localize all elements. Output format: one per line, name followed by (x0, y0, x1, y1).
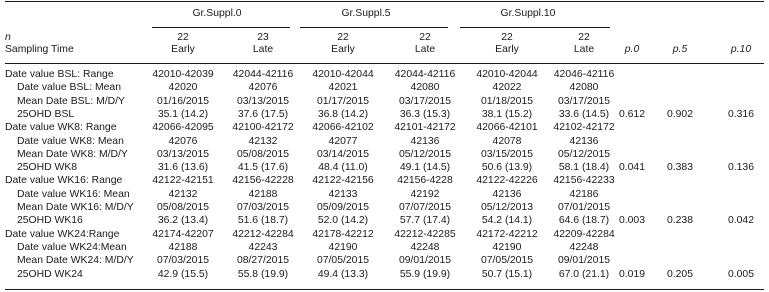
table-cell: 55.9 (19.9) (399, 269, 451, 280)
table-cell: 36.2 (13.4) (157, 215, 209, 226)
n-label: n (5, 32, 11, 43)
table-cell: 42186 (569, 189, 599, 200)
table-cell: 42174-42207 (152, 229, 214, 240)
table-cell: 42156-4228 (397, 175, 453, 186)
group-rule-suppl-10 (460, 27, 610, 28)
table-cell: 42136 (492, 189, 522, 200)
row-label: Date value WK8: Range (5, 122, 117, 133)
table-cell: 42066-42102 (312, 122, 374, 133)
table-cell: 42010-42044 (476, 69, 538, 80)
table-cell: 42248 (410, 242, 440, 253)
table-cell: 42066-42095 (152, 122, 214, 133)
p-value-5: 0.902 (666, 109, 694, 120)
table-cell: 42076 (248, 82, 278, 93)
table-cell: 01/17/2015 (316, 96, 370, 107)
group-rule-suppl-5 (300, 27, 448, 28)
table-cell: 54.2 (14.1) (481, 215, 533, 226)
table-cell: 42101-42172 (394, 122, 456, 133)
table-cell: 01/18/2015 (480, 96, 534, 107)
p-value-10: 0.042 (727, 215, 755, 226)
table-cell: 42248 (569, 242, 599, 253)
col-5-time: Late (573, 44, 595, 55)
table-cell: 31.6 (13.6) (157, 162, 209, 173)
col-2-time: Early (331, 44, 355, 55)
table-cell: 42209-42284 (553, 229, 615, 240)
table-cell: 42020 (168, 82, 198, 93)
table-cell: 42212-42284 (232, 229, 294, 240)
col-3-time: Late (414, 44, 436, 55)
table-cell: 67.0 (21.1) (558, 269, 610, 280)
p-value-10: 0.005 (727, 269, 755, 280)
col-4-time: Early (495, 44, 519, 55)
table-cell: 52.0 (14.2) (317, 215, 369, 226)
table-cell: 05/12/2015 (557, 149, 611, 160)
table-cell: 42156-42228 (232, 175, 294, 186)
row-label: 25OHD WK8 (17, 162, 78, 173)
col-2-n: 22 (337, 32, 349, 43)
p-header-0: p.0 (624, 44, 640, 55)
table-cell: 42156-42233 (553, 175, 615, 186)
table-cell: 07/05/2015 (480, 255, 534, 266)
table-cell: 49.1 (14.5) (399, 162, 451, 173)
table-cell: 42190 (492, 242, 522, 253)
table-cell: 36.8 (14.2) (317, 109, 369, 120)
row-label: 25OHD WK16 (17, 215, 83, 226)
table-cell: 09/01/2015 (557, 255, 611, 266)
table-cell: 03/15/2015 (480, 149, 534, 160)
table-cell: 42078 (492, 136, 522, 147)
table-cell: 64.6 (18.7) (558, 215, 610, 226)
table-cell: 42044-42116 (232, 69, 294, 80)
table-cell: 57.7 (17.4) (399, 215, 451, 226)
table-cell: 42243 (248, 242, 278, 253)
row-label: Date value WK16: Range (5, 175, 123, 186)
table-cell: 58.1 (18.4) (558, 162, 610, 173)
table-cell: 42076 (168, 136, 198, 147)
table-cell: 50.7 (15.1) (481, 269, 533, 280)
table-cell: 07/05/2015 (316, 255, 370, 266)
table-cell: 33.6 (14.5) (558, 109, 610, 120)
table-cell: 05/12/2015 (398, 149, 452, 160)
table-cell: 42100-42172 (232, 122, 294, 133)
col-4-n: 22 (501, 32, 513, 43)
table-cell: 42080 (410, 82, 440, 93)
table-cell: 42190 (328, 242, 358, 253)
p-value-5: 0.205 (666, 269, 694, 280)
row-label: Mean Date BSL: M/D/Y (17, 96, 125, 107)
row-label: 25OHD BSL (17, 109, 75, 120)
table-cell: 42077 (328, 136, 358, 147)
table-cell: 42102-42172 (553, 122, 615, 133)
group-rule-suppl-0 (152, 27, 290, 28)
table-cell: 42010-42039 (152, 69, 214, 80)
col-5-n: 22 (578, 32, 590, 43)
row-label: Mean Date WK16: M/D/Y (17, 202, 134, 213)
table-cell: 07/01/2015 (557, 202, 611, 213)
table-cell: 42122-42151 (152, 175, 214, 186)
table-cell: 03/17/2015 (398, 96, 452, 107)
top-rule (5, 1, 764, 2)
p-value-10: 0.316 (727, 109, 755, 120)
group-header-suppl-5: Gr.Suppl.5 (341, 8, 391, 19)
col-3-n: 22 (419, 32, 431, 43)
table-cell: 42022 (492, 82, 522, 93)
table-cell: 03/17/2015 (557, 96, 611, 107)
col-0-time: Early (171, 44, 195, 55)
sampling-time-label: Sampling Time (5, 44, 74, 55)
table-cell: 42188 (168, 242, 198, 253)
row-label: Mean Date WK24: M/D/Y (17, 255, 134, 266)
table-cell: 42133 (328, 189, 358, 200)
col-1-n: 23 (257, 32, 269, 43)
table-cell: 42066-42101 (476, 122, 538, 133)
p-value-0: 0.019 (618, 269, 646, 280)
bottom-rule (5, 289, 764, 290)
table-cell: 42132 (168, 189, 198, 200)
table-cell: 42136 (569, 136, 599, 147)
table-cell: 03/14/2015 (316, 149, 370, 160)
table-cell: 42010-42044 (312, 69, 374, 80)
col-1-time: Late (252, 44, 274, 55)
row-label: Date value BSL: Mean (17, 82, 121, 93)
table-cell: 05/08/2015 (156, 202, 210, 213)
table-cell: 01/16/2015 (156, 96, 210, 107)
row-label: 25OHD WK24 (17, 269, 83, 280)
table-cell: 09/01/2015 (398, 255, 452, 266)
table-cell: 42136 (410, 136, 440, 147)
table-cell: 42044-42116 (394, 69, 456, 80)
table-cell: 41.5 (17.6) (237, 162, 289, 173)
p-value-0: 0.612 (618, 109, 646, 120)
p-value-5: 0.383 (666, 162, 694, 173)
table-cell: 05/08/2015 (236, 149, 290, 160)
table-cell: 42212-42285 (394, 229, 456, 240)
table-cell: 42122-42156 (312, 175, 374, 186)
group-header-suppl-0: Gr.Suppl.0 (192, 8, 242, 19)
table-cell: 42178-42212 (312, 229, 374, 240)
row-label: Date value BSL: Range (5, 69, 114, 80)
table-cell: 42046-42116 (553, 69, 615, 80)
p-value-0: 0.003 (618, 215, 646, 226)
table-cell: 42132 (248, 136, 278, 147)
table-cell: 07/03/2015 (156, 255, 210, 266)
p-value-10: 0.136 (727, 162, 755, 173)
table-cell: 42.9 (15.5) (157, 269, 209, 280)
row-label: Date value WK24:Mean (17, 242, 127, 253)
group-header-suppl-10: Gr.Suppl.10 (500, 8, 556, 19)
table-cell: 42122-42226 (476, 175, 538, 186)
header-rule (5, 63, 764, 64)
table-cell: 42172-42212 (476, 229, 538, 240)
p-header-5: p.5 (672, 44, 688, 55)
p-value-0: 0.041 (618, 162, 646, 173)
table-cell: 42192 (410, 189, 440, 200)
table-cell: 42080 (569, 82, 599, 93)
table-cell: 36.3 (15.3) (399, 109, 451, 120)
row-label: Date value WK8: Mean (17, 136, 124, 147)
col-0-n: 22 (177, 32, 189, 43)
table-cell: 05/09/2015 (316, 202, 370, 213)
table-cell: 37.6 (17.5) (237, 109, 289, 120)
table-cell: 42021 (328, 82, 358, 93)
table-cell: 51.6 (18.7) (237, 215, 289, 226)
table-cell: 48.4 (11.0) (318, 162, 368, 173)
table-cell: 03/13/2015 (236, 96, 290, 107)
table-cell: 05/12/2013 (480, 202, 534, 213)
row-label: Date value WK24:Range (5, 229, 120, 240)
table-cell: 38.1 (15.2) (481, 109, 533, 120)
row-label: Mean Date WK8: M/D/Y (17, 149, 128, 160)
row-label: Date value WK16: Mean (17, 189, 130, 200)
table-cell: 42188 (248, 189, 278, 200)
table-cell: 49.4 (13.3) (317, 269, 369, 280)
p-value-5: 0.238 (666, 215, 694, 226)
table-cell: 35.1 (14.2) (157, 109, 209, 120)
table-cell: 07/03/2015 (236, 202, 290, 213)
p-header-10: p.10 (730, 44, 752, 55)
table-cell: 50.6 (13.9) (481, 162, 533, 173)
table-cell: 55.8 (19.9) (237, 269, 289, 280)
table-cell: 03/13/2015 (156, 149, 210, 160)
table-cell: 08/27/2015 (236, 255, 290, 266)
table-cell: 07/07/2015 (398, 202, 452, 213)
